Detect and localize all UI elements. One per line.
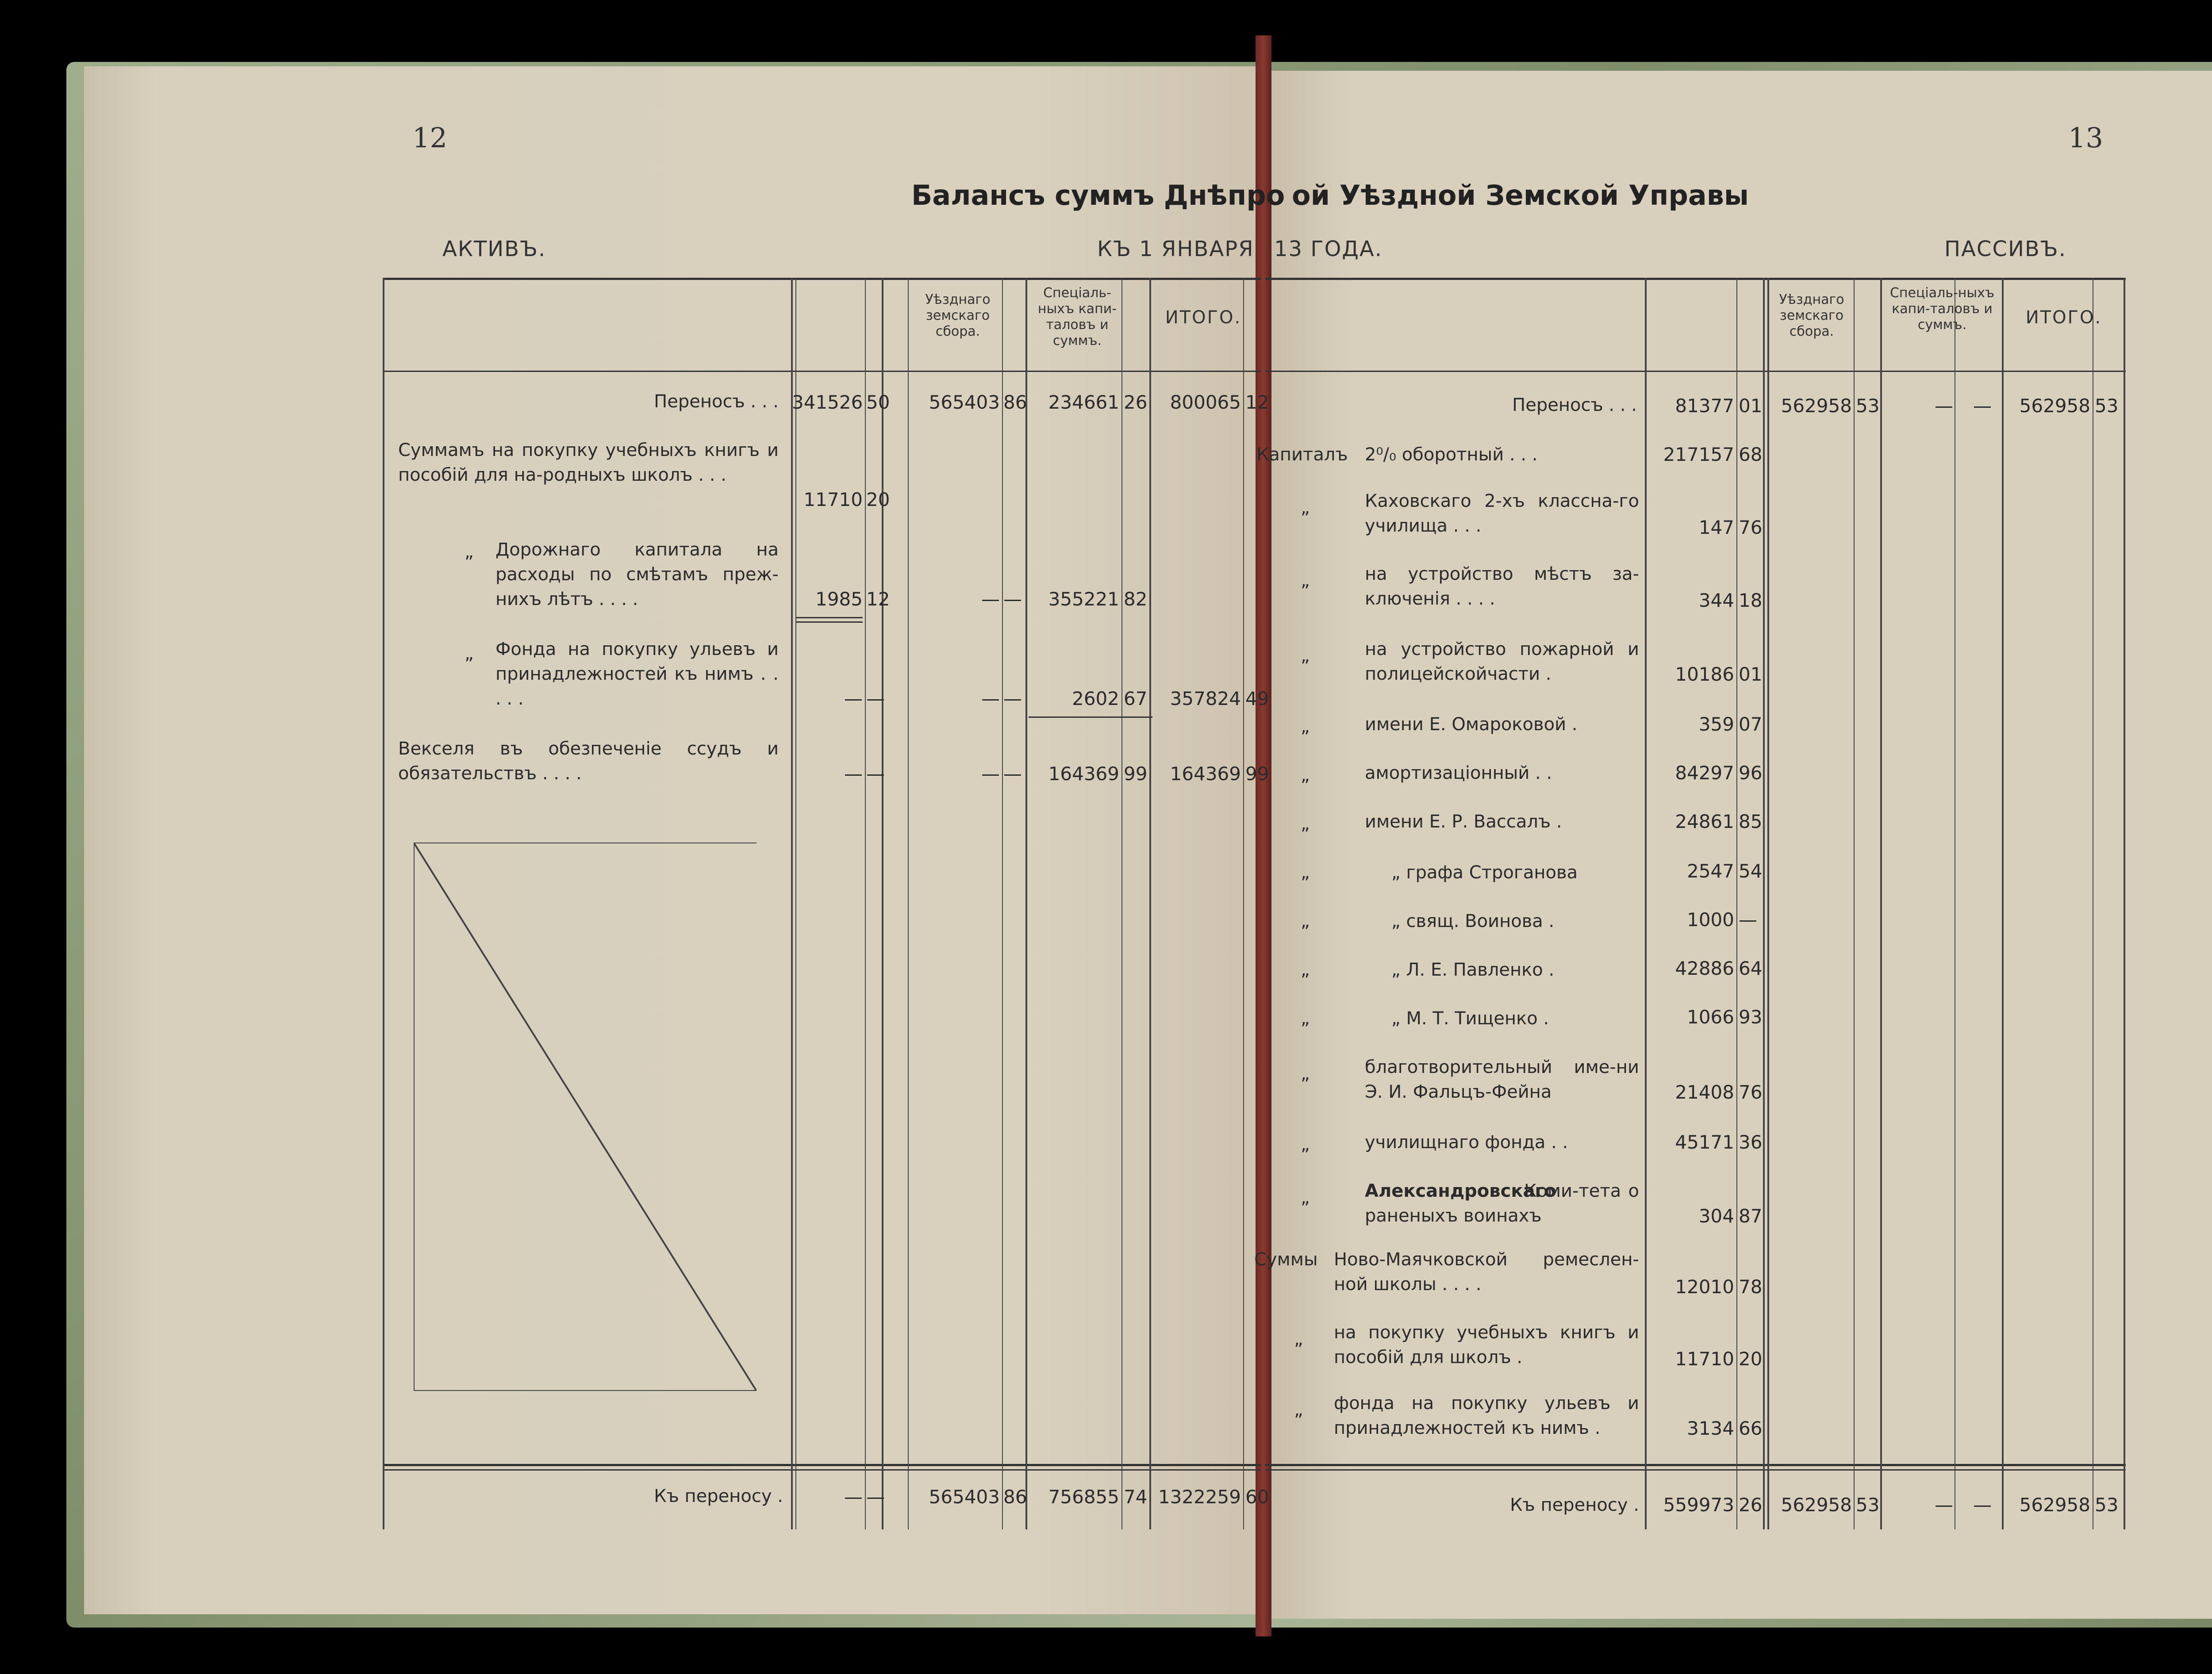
cell-kopecks: 67 bbox=[1124, 688, 1148, 709]
cell-kopecks: 68 bbox=[1739, 444, 1763, 465]
cell-value: — bbox=[844, 1486, 863, 1508]
col-header-spec: Спеціаль-ныхъ капи-таловъ и суммъ. bbox=[1037, 285, 1117, 349]
row-label: 2⁰/₀ оборотный . . . bbox=[1365, 444, 1538, 465]
cell-value: 562958 bbox=[1781, 395, 1852, 417]
cell-kopecks: 86 bbox=[1003, 1486, 1027, 1508]
ditto-mark: „ bbox=[1301, 716, 1310, 737]
cell-value: 359 bbox=[1698, 713, 1734, 735]
cell-kopecks: 50 bbox=[866, 391, 890, 413]
row-label: на устройство мѣстъ за-ключенія . . . . bbox=[1365, 564, 1639, 609]
cell-value: 1000 bbox=[1687, 909, 1734, 931]
row-label: амортизаціонный . . bbox=[1365, 763, 1552, 783]
cell-kopecks: 66 bbox=[1739, 1417, 1763, 1439]
cell-kopecks: 54 bbox=[1739, 860, 1763, 882]
row-label-bold: Александровскаго bbox=[1365, 1181, 1556, 1201]
row-label: училищнаго фонда . . bbox=[1365, 1132, 1568, 1153]
cell-kopecks: 87 bbox=[1739, 1205, 1763, 1227]
cell-kopecks: 53 bbox=[1856, 395, 1880, 417]
cell-kopecks: 01 bbox=[1739, 395, 1763, 417]
row-label: Переносъ . . . bbox=[654, 391, 779, 412]
cell-value: 217157 bbox=[1663, 444, 1734, 465]
cell-value: 84297 bbox=[1675, 762, 1734, 784]
col-header-itogo: ИТОГО. bbox=[1165, 307, 1242, 328]
header-bottom-rule bbox=[383, 371, 1261, 372]
cell-value: 562958 bbox=[2019, 395, 2090, 417]
col-divider bbox=[1645, 278, 1647, 1529]
date-right-part: 13 ГОДА. bbox=[1274, 237, 1382, 261]
left-page-number: 12 bbox=[412, 122, 447, 154]
cell-value: 11710 bbox=[803, 489, 863, 510]
row-label: Суммамъ на покупку учебныхъ книгъ и пособій для на-родныхъ школъ . . . bbox=[398, 440, 779, 485]
ditto-mark: „ bbox=[1301, 1064, 1310, 1084]
cell-kopecks: 53 bbox=[2095, 1494, 2119, 1516]
cell-value: 45171 bbox=[1675, 1131, 1734, 1153]
cell-value: 234661 bbox=[1048, 391, 1119, 413]
row-label: на покупку учебныхъ книгъ и пособій для школъ . bbox=[1334, 1322, 1639, 1368]
ditto-mark: „ bbox=[1301, 646, 1310, 666]
cell-value: 344 bbox=[1698, 590, 1734, 611]
cell-value: — bbox=[981, 763, 1000, 785]
cell-kopecks: 60 bbox=[1245, 1486, 1269, 1508]
cell-value: 21408 bbox=[1675, 1081, 1734, 1103]
cell-kopecks: — bbox=[866, 1486, 885, 1508]
col-divider bbox=[1149, 278, 1151, 1529]
total-top-rule bbox=[383, 1464, 1261, 1466]
cell-value: 24861 bbox=[1675, 811, 1734, 832]
active-label: АКТИВЪ. bbox=[442, 237, 546, 261]
row-label: Фонда на покупку ульевъ и принадлежностей къ нимъ . . . . . bbox=[495, 639, 779, 709]
col-divider bbox=[908, 278, 909, 1529]
col-divider bbox=[1002, 278, 1003, 1529]
col-divider bbox=[791, 278, 793, 1529]
cell-kopecks: 85 bbox=[1739, 811, 1763, 832]
cell-kopecks: 12 bbox=[1245, 391, 1269, 413]
row-label: Ново-Маячковской ремеслен-ной школы . . . . bbox=[1334, 1249, 1639, 1295]
cell-kopecks: — bbox=[866, 688, 885, 709]
cell-value: 355221 bbox=[1048, 588, 1119, 610]
ditto-mark: „ bbox=[1301, 498, 1310, 518]
col-divider bbox=[1763, 278, 1765, 1529]
row-label: Векселя въ обезпеченіе ссудъ и обязательствъ . . . . bbox=[398, 739, 779, 784]
cell-kopecks: 64 bbox=[1739, 958, 1763, 979]
cell-value: 81377 bbox=[1675, 395, 1734, 417]
col-divider bbox=[882, 278, 883, 1529]
cell-value: 1066 bbox=[1687, 1006, 1734, 1028]
cell-value: 147 bbox=[1698, 517, 1734, 538]
row-label: Каховскаго 2-хъ классна-го училища . . . bbox=[1365, 491, 1639, 536]
cell-kopecks: 99 bbox=[1124, 763, 1148, 785]
cell-kopecks: 49 bbox=[1245, 688, 1269, 709]
ditto-mark: „ bbox=[1301, 1188, 1310, 1208]
cell-kopecks: 76 bbox=[1739, 517, 1763, 538]
cell-kopecks: 12 bbox=[866, 588, 890, 610]
cell-value: 42886 bbox=[1675, 958, 1734, 979]
row-label: „ Л. Е. Павленко . bbox=[1391, 960, 1555, 980]
col-header-uezd: Уѣзднаго земскаго сбора. bbox=[1779, 292, 1844, 339]
col-divider bbox=[1736, 278, 1737, 1529]
ditto-mark: „ bbox=[465, 542, 474, 562]
col-divider bbox=[795, 278, 796, 1529]
cell-kopecks: 76 bbox=[1739, 1081, 1763, 1103]
row-label: Къ переносу . bbox=[1510, 1495, 1639, 1515]
cell-kopecks: 07 bbox=[1739, 713, 1763, 735]
title-left-part: Балансъ суммъ Днѣпро bbox=[911, 179, 1285, 211]
row-label: Дорожнаго капитала на расходы по смѣтамъ преж-нихъ лѣтъ . . . . bbox=[495, 540, 779, 609]
cell-value: 357824 bbox=[1170, 688, 1241, 709]
cell-value: 565403 bbox=[929, 1486, 1000, 1508]
title-right-part: ой Уѣздной Земской Управы bbox=[1292, 179, 1749, 211]
right-page bbox=[1263, 71, 2212, 1619]
row-prefix: Суммы bbox=[1254, 1249, 1318, 1270]
ditto-mark: „ bbox=[1301, 1134, 1310, 1155]
col-header-spec: Спеціаль-ныхъ капи-таловъ и суммъ. bbox=[1889, 285, 1995, 333]
table-left-border bbox=[383, 278, 384, 1529]
cell-kopecks: 36 bbox=[1739, 1131, 1763, 1153]
cell-value: — bbox=[844, 763, 863, 785]
total-top-rule-2 bbox=[1265, 1469, 2126, 1471]
cell-kopecks: 01 bbox=[1739, 663, 1763, 685]
ditto-mark: „ bbox=[1301, 960, 1310, 980]
cell-kopecks: 18 bbox=[1739, 590, 1763, 611]
date-left-part: КЪ 1 ЯНВАРЯ bbox=[1097, 237, 1254, 261]
cell-value: 10186 bbox=[1675, 663, 1734, 685]
cell-value: — bbox=[981, 688, 1000, 709]
table-top-rule bbox=[1265, 278, 2126, 280]
row-label: благотворительный име-ни Э. И. Фальцъ-Фейна bbox=[1365, 1057, 1639, 1102]
cell-value: — bbox=[1935, 395, 1953, 417]
col-divider bbox=[865, 278, 866, 1529]
cancel-box bbox=[414, 843, 757, 1391]
col-divider bbox=[2002, 278, 2004, 1529]
cell-kopecks: 26 bbox=[1739, 1494, 1763, 1516]
cell-value: 1322259 bbox=[1158, 1486, 1241, 1508]
row-label: на устройство пожарной и полицейскойчасти . bbox=[1365, 639, 1639, 684]
cell-kopecks: — bbox=[1739, 909, 1757, 931]
header-bottom-rule bbox=[1265, 371, 2126, 372]
table-top-rule bbox=[383, 278, 1261, 280]
cell-kopecks: 74 bbox=[1124, 1486, 1148, 1508]
cell-kopecks: 53 bbox=[2095, 395, 2119, 417]
row-label: Коми-тета о раненыхъ воинахъ bbox=[1365, 1181, 1639, 1226]
row-label: имени Е. Р. Вассалъ . bbox=[1365, 812, 1562, 832]
cell-kopecks: — bbox=[1003, 688, 1022, 709]
ditto-mark: „ bbox=[1301, 814, 1310, 834]
cell-value: 562958 bbox=[1781, 1494, 1852, 1516]
cell-kopecks: — bbox=[1973, 395, 1992, 417]
col-header-uezd: Уѣзднаго земскаго сбора. bbox=[925, 292, 991, 339]
cell-kopecks: 96 bbox=[1739, 762, 1763, 784]
ditto-mark: „ bbox=[1301, 571, 1310, 591]
cell-value: 1985 bbox=[815, 588, 863, 610]
row-label: „ М. Т. Тищенко . bbox=[1391, 1008, 1549, 1029]
row-label: „ графа Строганова bbox=[1391, 862, 1578, 883]
cell-kopecks: 20 bbox=[866, 489, 890, 510]
col-header-itogo: ИТОГО. bbox=[2025, 307, 2102, 328]
right-page-number: 13 bbox=[2068, 122, 2103, 154]
cell-value: 164369 bbox=[1170, 763, 1241, 785]
cell-kopecks: 86 bbox=[1003, 391, 1027, 413]
row-label: Переносъ . . . bbox=[1512, 395, 1637, 415]
col-divider bbox=[1854, 278, 1855, 1529]
col-divider bbox=[1025, 278, 1027, 1529]
cell-value: 559973 bbox=[1663, 1494, 1734, 1516]
cell-value: 756855 bbox=[1048, 1486, 1119, 1508]
passive-label: ПАССИВЪ. bbox=[1944, 237, 2067, 261]
ditto-mark: „ bbox=[1301, 911, 1310, 931]
cancel-box-diagonal bbox=[414, 843, 757, 1391]
cell-kopecks: 99 bbox=[1245, 763, 1269, 785]
total-top-rule-2 bbox=[383, 1469, 1261, 1471]
cell-kopecks: 20 bbox=[1739, 1348, 1763, 1370]
row-label: Къ переносу . bbox=[654, 1486, 783, 1506]
cell-kopecks: 78 bbox=[1739, 1276, 1763, 1298]
cell-value: 11710 bbox=[1675, 1348, 1734, 1370]
cell-value: 12010 bbox=[1675, 1276, 1734, 1298]
cell-value: — bbox=[844, 688, 863, 709]
ditto-mark: „ bbox=[1301, 765, 1310, 785]
col-divider bbox=[1880, 278, 1882, 1529]
cell-kopecks: — bbox=[1003, 588, 1022, 610]
cell-value: 565403 bbox=[929, 391, 1000, 413]
row-label: имени Е. Омароковой . bbox=[1365, 714, 1578, 735]
ditto-mark: „ bbox=[465, 644, 474, 664]
cell-value: 3134 bbox=[1687, 1417, 1734, 1439]
subtotal-rule bbox=[796, 617, 863, 618]
subtotal-rule bbox=[796, 621, 863, 623]
cell-value: — bbox=[1935, 1494, 1953, 1516]
ditto-mark: „ bbox=[1294, 1400, 1303, 1420]
cell-kopecks: — bbox=[866, 763, 885, 785]
col-divider bbox=[1767, 278, 1769, 1529]
cell-kopecks: 26 bbox=[1124, 391, 1148, 413]
cell-value: 304 bbox=[1698, 1205, 1734, 1227]
total-top-rule bbox=[1265, 1464, 2126, 1466]
row-label: фонда на покупку ульевъ и принадлежностей къ нимъ . bbox=[1334, 1393, 1639, 1438]
ditto-mark: „ bbox=[1294, 1329, 1303, 1349]
cell-kopecks: 53 bbox=[1856, 1494, 1880, 1516]
cell-kopecks: — bbox=[1973, 1494, 1992, 1516]
cell-value: — bbox=[981, 588, 1000, 610]
subtotal-rule bbox=[1029, 716, 1152, 718]
cell-kopecks: — bbox=[1003, 763, 1022, 785]
cell-value: 164369 bbox=[1048, 763, 1119, 785]
row-label: „ свящ. Воинова . bbox=[1391, 911, 1555, 931]
ditto-mark: „ bbox=[1301, 862, 1310, 883]
book-spine bbox=[1256, 35, 1271, 1636]
cell-value: 341526 bbox=[792, 391, 863, 413]
cell-value: 800065 bbox=[1170, 391, 1241, 413]
cell-kopecks: 82 bbox=[1124, 588, 1148, 610]
table-right-border bbox=[2124, 278, 2125, 1529]
cell-value: 2602 bbox=[1072, 688, 1119, 709]
cell-value: 562958 bbox=[2019, 1494, 2090, 1516]
ditto-mark: „ bbox=[1301, 1008, 1310, 1029]
cell-kopecks: 93 bbox=[1739, 1006, 1763, 1028]
col-divider bbox=[1121, 278, 1122, 1529]
cell-value: 2547 bbox=[1687, 860, 1734, 882]
row-prefix: Капиталъ bbox=[1256, 444, 1348, 465]
col-divider bbox=[1243, 278, 1244, 1529]
